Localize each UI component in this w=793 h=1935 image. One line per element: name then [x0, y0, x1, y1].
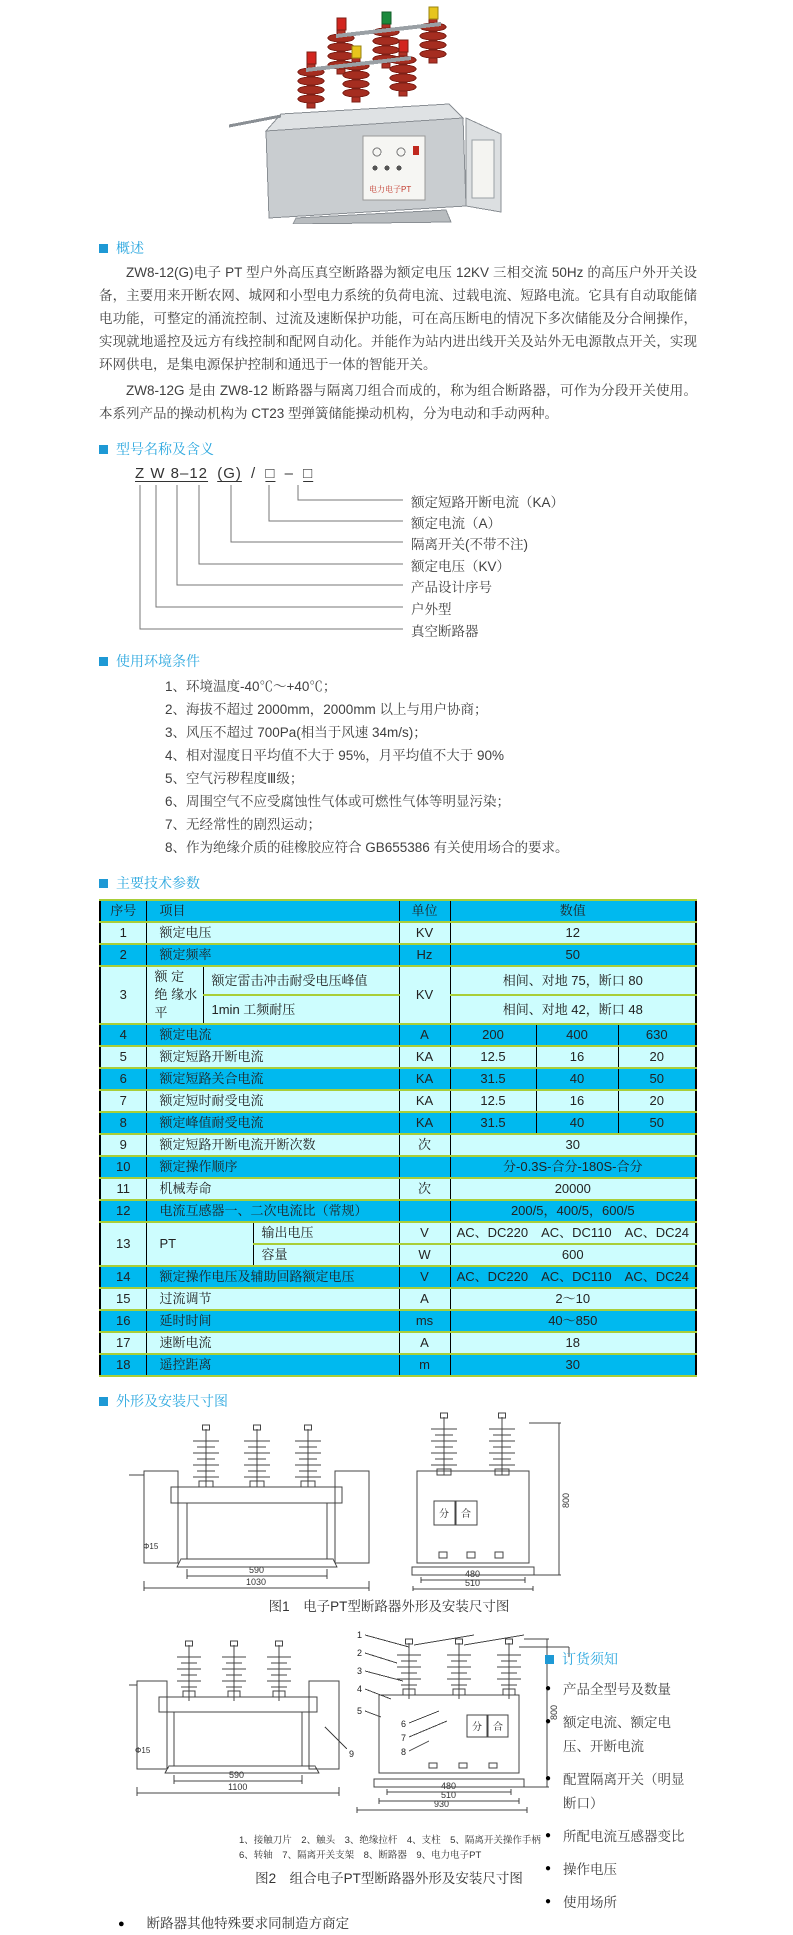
fig1-open-label: 分: [439, 1509, 449, 1520]
section-title-text: 主要技术参数: [116, 875, 200, 891]
section-square-icon: [99, 657, 108, 666]
section-square-icon: [99, 879, 108, 888]
cell-item: 额定短路关合电流: [146, 1068, 399, 1090]
fig2-dim-590: 590: [229, 1770, 245, 1780]
model-label: 真空断路器: [411, 624, 479, 639]
section-title-text: 订货须知: [562, 1651, 618, 1667]
ordering-item-text: 所配电流互感器变比: [563, 1829, 685, 1844]
table-row: [100, 1090, 696, 1112]
section-title-figures: [99, 1391, 697, 1411]
ordering-item: [545, 1858, 705, 1882]
cell-item: 额定短路开断电流开断次数: [146, 1134, 399, 1156]
fig2-close-label: 合: [493, 1722, 503, 1733]
bullet-icon: ●: [545, 1716, 552, 1727]
bullet-icon: ●: [118, 1918, 125, 1930]
cap-yellow: [429, 7, 438, 19]
model-code-part: –: [284, 465, 294, 482]
cell-value: 200/5，400/5，600/5: [450, 1200, 696, 1222]
fig1-dim-590: 590: [249, 1565, 265, 1575]
cell-no: 15: [100, 1288, 146, 1310]
cell-item: 遥控距离: [146, 1354, 399, 1376]
cell-subitem: 输出电压: [253, 1222, 399, 1244]
fig1-dim-800: 800: [561, 1492, 571, 1508]
model-code-part: /: [251, 465, 257, 482]
table-row: [100, 1024, 696, 1046]
environment-item: 6、周围空气不应受腐蚀性气体或可燃性气体等明显污染；: [165, 794, 511, 809]
overview-paragraph-1: ZW8-12(G)电子 PT 型户外高压真空断路器为额定电压 12KV 三相交流 50Hz 的高压户外开关设备，主要用来开断农网、城网和小型电力系统的负荷电流、过载电流、短路电流。它具有自动取能储电功能，可整定的涌流控制、过流及速断保护功能，可在高压断电的情况下多次储能及分合闸操作，实现就地遥控及远方有线控制和配网自动化。并能作为站内进出线开关及站外无电源散点开关，实现环网供电，是集电源保护控制和通迅于一体的智能开关。: [99, 265, 697, 372]
table-row: [100, 1288, 696, 1310]
cell-item: 额定短路开断电流: [146, 1046, 399, 1068]
table-row: [100, 1222, 696, 1244]
ordering-item-text: 配置隔离开关（明显断口）: [563, 1772, 685, 1811]
environment-item: 7、无经常性的剧烈运动；: [165, 817, 322, 832]
cell-no: 6: [100, 1068, 146, 1090]
cell-value: 相间、对地 42，断口 48: [450, 995, 696, 1024]
model-code-part: □: [265, 465, 276, 482]
cell-value: 30: [450, 1134, 696, 1156]
cell-value: 20000: [450, 1178, 696, 1200]
cell-no: 5: [100, 1046, 146, 1068]
model-code-part: □: [303, 465, 314, 482]
cell-value: 50: [618, 1068, 696, 1090]
callout-7: 7: [401, 1733, 407, 1743]
table-row: [100, 1068, 696, 1090]
fig1-dim-510: 510: [465, 1578, 481, 1588]
table-header-row: [100, 900, 696, 922]
callout-5: 5: [357, 1706, 363, 1716]
ordering-item-text: 额定电流、额定电压、开断电流: [563, 1715, 672, 1754]
footer-note-text: 断路器其他特殊要求同制造方商定: [146, 1916, 350, 1931]
cell-item: 速断电流: [146, 1332, 399, 1354]
footer-note: [118, 1913, 697, 1935]
environment-item: 5、空气污秽程度Ⅲ级；: [165, 771, 304, 786]
cell-item: 过流调节: [146, 1288, 399, 1310]
model-label: 户外型: [411, 602, 452, 617]
cell-value: AC、DC220 AC、DC110 AC、DC24: [450, 1222, 696, 1244]
section-title-ordering: [545, 1649, 705, 1669]
cell-item: 机械寿命: [146, 1178, 399, 1200]
environment-item: 8、作为绝缘介质的硅橡胶应符合 GB655386 有关使用场合的要求。: [165, 840, 569, 855]
model-code-part: (G): [217, 465, 242, 482]
cell-value: 40: [536, 1112, 618, 1134]
cell-value: 31.5: [450, 1112, 536, 1134]
cell-item: 额定峰值耐受电流: [146, 1112, 399, 1134]
cell-value: 400: [536, 1024, 618, 1046]
ordering-panel: [545, 1649, 705, 1915]
model-label: 产品设计序号: [411, 580, 492, 595]
overview-paragraph-2: ZW8-12G 是由 ZW8-12 断路器与隔离刀组合而成的，称为组合断路器，可作为分段开关使用。本系列产品的操动机构为 CT23 型弹簧储能操动机构，分为电动和手动两种。: [99, 383, 697, 421]
model-label: 额定电压（KV）: [411, 559, 511, 574]
header-value: 数值: [450, 900, 696, 922]
ordering-item-text: 操作电压: [563, 1862, 618, 1877]
cell-value: 12: [450, 922, 696, 944]
section-square-icon: [99, 244, 108, 253]
table-row: [100, 966, 696, 995]
cap-red: [337, 18, 346, 30]
cell-no: 18: [100, 1354, 146, 1376]
cell-no: 10: [100, 1156, 146, 1178]
fig2-open-label: 分: [472, 1722, 482, 1733]
bullet-icon: ●: [545, 1863, 552, 1874]
table-row: [100, 1046, 696, 1068]
callout-4: 4: [357, 1684, 363, 1694]
ordering-item: [545, 1768, 705, 1816]
cell-no: 14: [100, 1266, 146, 1288]
cell-item: 额定频率: [146, 944, 399, 966]
callout-6: 6: [401, 1719, 407, 1729]
cell-value: 200: [450, 1024, 536, 1046]
cell-value: 16: [536, 1046, 618, 1068]
model-label: 额定短路开断电流（KA）: [411, 495, 565, 510]
door-inner-panel: [472, 140, 494, 198]
bullet-icon: ●: [545, 1830, 552, 1841]
table-row: [100, 1200, 696, 1222]
cell-unit: W: [399, 1244, 450, 1266]
panel-label: 电力电子PT: [369, 185, 412, 194]
cell-value: 600: [450, 1244, 696, 1266]
section-title-text: 外形及安装尺寸图: [116, 1393, 228, 1409]
cell-no: 1: [100, 922, 146, 944]
section-title-text: 概述: [116, 240, 144, 256]
fig2-dim-480: 480: [441, 1781, 457, 1791]
cell-value: AC、DC220 AC、DC110 AC、DC24: [450, 1266, 696, 1288]
fig2-hole-note: Φ15: [135, 1746, 151, 1755]
fig1-close-label: 合: [461, 1509, 471, 1520]
parameters-table: [99, 899, 697, 1377]
callout-2: 2: [357, 1648, 363, 1658]
bullet-icon: ●: [545, 1683, 552, 1694]
cell-value: 分-0.3S-合分-180S-合分: [450, 1156, 696, 1178]
cell-unit: KA: [399, 1068, 450, 1090]
cell-unit: A: [399, 1332, 450, 1354]
cell-unit: [399, 1200, 450, 1222]
cell-unit: V: [399, 1222, 450, 1244]
ordering-item: [545, 1891, 705, 1915]
table-row: [100, 1354, 696, 1376]
cell-value: 18: [450, 1332, 696, 1354]
cell-value: 12.5: [450, 1090, 536, 1112]
model-label: 隔离开关(不带不注): [411, 537, 528, 552]
legend-line-1: 1、接触刀片 2、触头 3、绝缘拉杆 4、支柱 5、隔离开关操作手柄: [239, 1835, 541, 1846]
fig1-hole-note: Φ15: [143, 1542, 159, 1551]
fig2-dim-510: 510: [441, 1790, 457, 1800]
callout-3: 3: [357, 1666, 363, 1676]
section-title-text: 使用环境条件: [116, 653, 200, 669]
cell-value: 50: [618, 1112, 696, 1134]
cell-value: 20: [618, 1046, 696, 1068]
ordering-item: [545, 1678, 705, 1702]
fig1-dim-480: 480: [465, 1569, 481, 1579]
environment-item: 1、环境温度-40℃～+40℃；: [165, 679, 337, 694]
callout-1: 1: [357, 1630, 363, 1640]
header-unit: 单位: [399, 900, 450, 922]
cell-subitem: 1min 工频耐压: [203, 995, 399, 1024]
ordering-item-text: 产品全型号及数量: [563, 1682, 672, 1697]
cell-no: 2: [100, 944, 146, 966]
section-title-text: 型号名称及含义: [116, 441, 214, 457]
cell-value: 50: [450, 944, 696, 966]
document-body: [0, 6, 793, 1935]
cap-red-2: [307, 52, 316, 64]
model-designation-diagram: [135, 465, 697, 637]
cell-value: 30: [450, 1354, 696, 1376]
model-label: 额定电流（A）: [411, 516, 502, 531]
cell-unit: KA: [399, 1046, 450, 1068]
section-square-icon: [99, 445, 108, 454]
model-code-part: Z W 8–12: [135, 465, 209, 482]
product-photo: [211, 6, 511, 224]
section-title-parameters: [99, 873, 697, 893]
cell-no: 12: [100, 1200, 146, 1222]
table-row: [100, 1134, 696, 1156]
figure2-block: [99, 1623, 697, 1909]
cell-subitem: 容量: [253, 1244, 399, 1266]
cell-value: 相间、对地 75，断口 80: [450, 966, 696, 995]
cell-item: 额定操作电压及辅助回路额定电压: [146, 1266, 399, 1288]
cell-item: 延时时间: [146, 1310, 399, 1332]
figure1-caption: 图1 电子PT型断路器外形及安装尺寸图: [268, 1599, 510, 1614]
cell-value: 630: [618, 1024, 696, 1046]
cell-no: 4: [100, 1024, 146, 1046]
cell-item: 额定电压: [146, 922, 399, 944]
ordering-item: [545, 1825, 705, 1849]
table-row: [100, 1310, 696, 1332]
environment-item: 4、相对湿度日平均值不大于 95%，月平均值不大于 90%: [165, 748, 505, 763]
cell-no: 16: [100, 1310, 146, 1332]
section-square-icon: [545, 1655, 554, 1664]
cell-value: 40～850: [450, 1310, 696, 1332]
cell-value: 20: [618, 1090, 696, 1112]
table-row: [100, 944, 696, 966]
legend-line-2: 6、转轴 7、隔离开关支架 8、断路器 9、电力电子PT: [239, 1850, 482, 1861]
cell-unit: KV: [399, 966, 450, 1024]
cell-no: 8: [100, 1112, 146, 1134]
cell-item: PT: [146, 1222, 253, 1266]
breaker-photo-illustration: [211, 6, 511, 224]
cell-item: 额定电流: [146, 1024, 399, 1046]
callout-9: 9: [349, 1749, 355, 1759]
cell-unit: V: [399, 1266, 450, 1288]
cap-red-3: [399, 40, 408, 52]
fig2-dim-1100: 1100: [228, 1782, 248, 1792]
page: [0, 6, 793, 1931]
cell-value: 2～10: [450, 1288, 696, 1310]
cell-unit: A: [399, 1288, 450, 1310]
cell-item: 电流互感器一、二次电流比（常规）: [146, 1200, 399, 1222]
section-square-icon: [99, 1397, 108, 1406]
cell-no: 17: [100, 1332, 146, 1354]
fig2-dim-930: 930: [434, 1799, 450, 1809]
table-row: [100, 922, 696, 944]
cell-unit: 次: [399, 1134, 450, 1156]
cell-unit: 次: [399, 1178, 450, 1200]
cell-no: 11: [100, 1178, 146, 1200]
cell-value: 31.5: [450, 1068, 536, 1090]
cell-no: 9: [100, 1134, 146, 1156]
bullet-icon: ●: [545, 1896, 552, 1907]
cell-unit: m: [399, 1354, 450, 1376]
cell-value: 16: [536, 1090, 618, 1112]
figure2-caption: 图2 组合电子PT型断路器外形及安装尺寸图: [255, 1871, 523, 1886]
cell-no: 3: [100, 966, 146, 1024]
cell-subitem: 额定雷击冲击耐受电压峰值: [203, 966, 399, 995]
table-row: [100, 1266, 696, 1288]
section-title-model: [99, 439, 697, 459]
cell-value: 12.5: [450, 1046, 536, 1068]
cell-value: 40: [536, 1068, 618, 1090]
fig1-dim-1030: 1030: [246, 1577, 267, 1587]
cell-item: 额定操作顺序: [146, 1156, 399, 1178]
table-row: [100, 1332, 696, 1354]
cell-unit: A: [399, 1024, 450, 1046]
ordering-item: [545, 1711, 705, 1759]
environment-item: 2、海拔不超过 2000mm，2000mm 以上与用户协商；: [165, 702, 488, 717]
cell-no: 7: [100, 1090, 146, 1112]
cell-unit: [399, 1156, 450, 1178]
model-connector-lines: [135, 485, 425, 637]
cell-no: 13: [100, 1222, 146, 1266]
cap-yellow-2: [352, 46, 361, 58]
cap-green: [382, 12, 391, 24]
cell-item: 额 定 绝 缘水平: [146, 966, 203, 1024]
fig2-dim-800: 800: [549, 1704, 559, 1720]
cell-item: 额定短时耐受电流: [146, 1090, 399, 1112]
header-no: 序号: [100, 900, 146, 922]
cell-unit: KA: [399, 1090, 450, 1112]
ordering-item-text: 使用场所: [563, 1895, 618, 1910]
cell-unit: Hz: [399, 944, 450, 966]
bullet-icon: ●: [545, 1773, 552, 1784]
callout-8: 8: [401, 1747, 407, 1757]
cell-unit: KA: [399, 1112, 450, 1134]
cell-unit: ms: [399, 1310, 450, 1332]
model-code: [135, 465, 697, 485]
environment-list: [165, 675, 697, 859]
section-title-overview: [99, 238, 697, 258]
table-row: [100, 1156, 696, 1178]
section-title-environment: [99, 651, 697, 671]
header-item: 项目: [146, 900, 399, 922]
environment-item: 3、风压不超过 700Pa(相当于风速 34m/s)；: [165, 725, 427, 740]
table-row: [100, 1178, 696, 1200]
figure1-drawing: [129, 1411, 649, 1591]
cell-unit: KV: [399, 922, 450, 944]
table-row: [100, 1112, 696, 1134]
